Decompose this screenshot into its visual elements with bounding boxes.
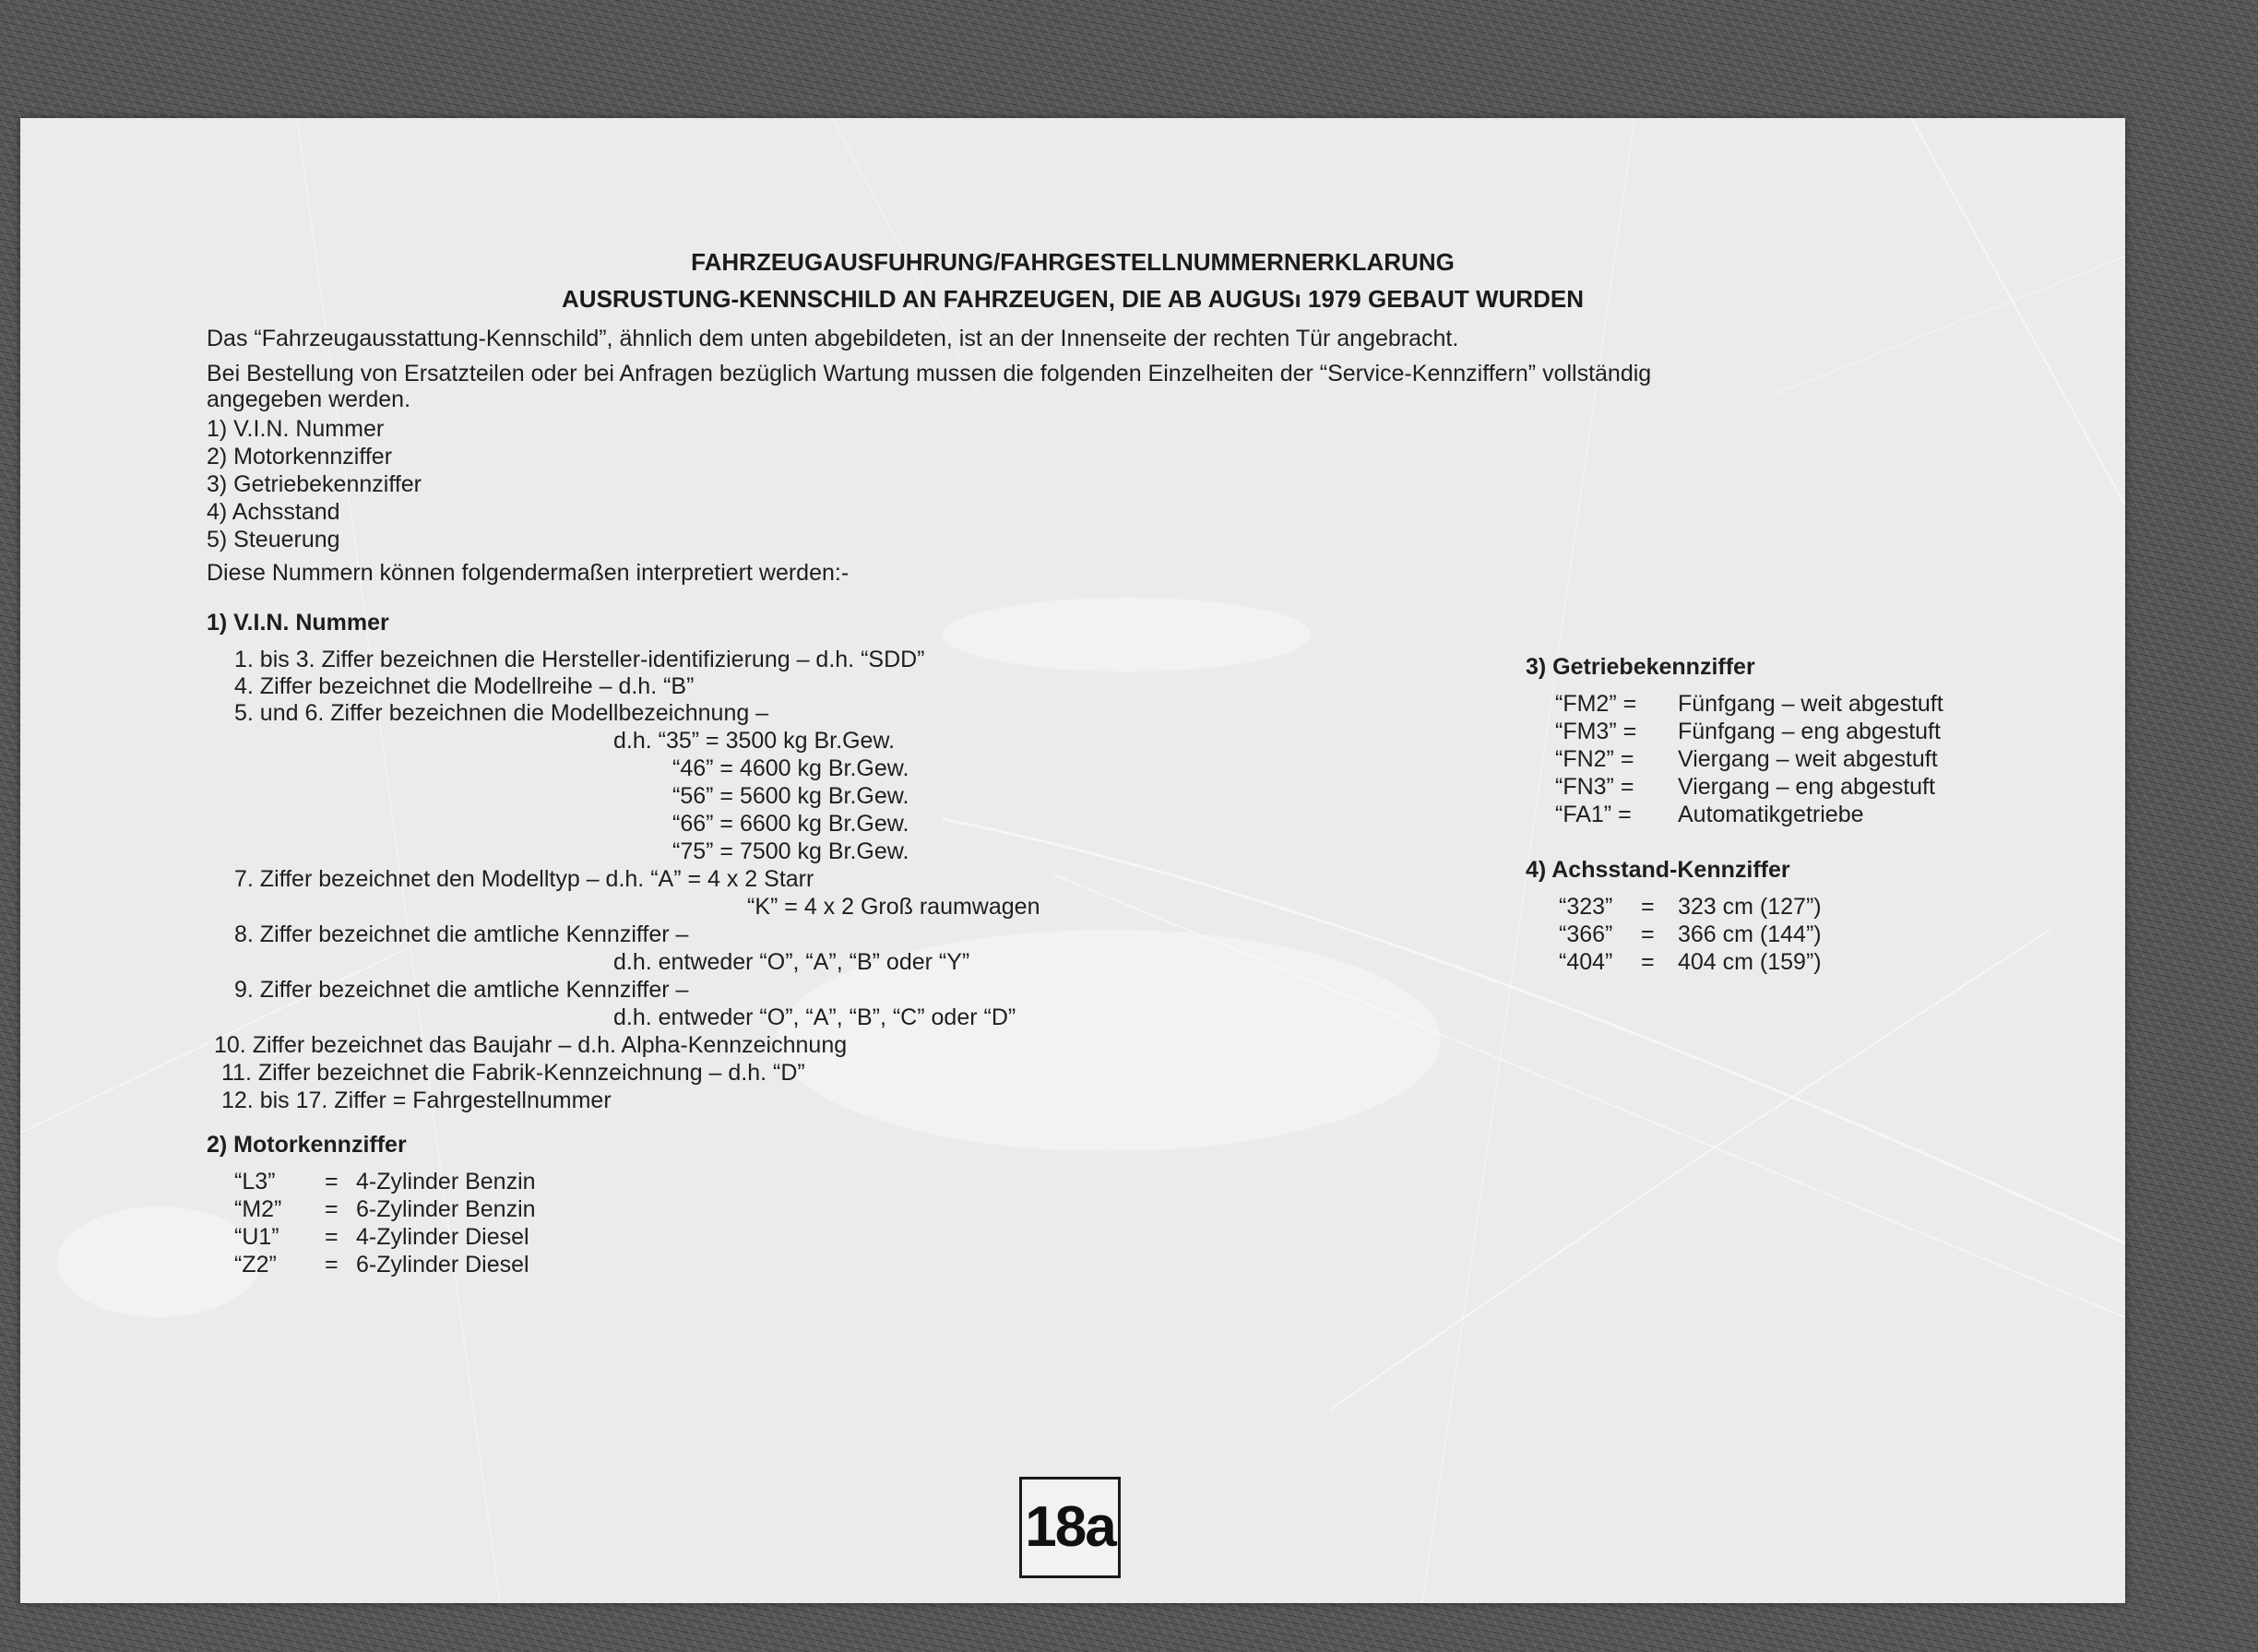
interpretation-intro: Diese Nummern können folgendermaßen interpretiert werden:- (207, 560, 850, 586)
vin-line: 1. bis 3. Ziffer bezeichnen die Hersteller-identifizierung – d.h. “SDD” (234, 647, 925, 672)
motor-section-heading: 2) Motorkennziffer (207, 1132, 407, 1158)
vin-line: d.h. “35” = 3500 kg Br.Gew. (613, 728, 896, 754)
overview-list-item: 2) Motorkennziffer (207, 444, 393, 469)
vin-line: “66” = 6600 kg Br.Gew. (672, 811, 909, 837)
motor-code: “Z2” (234, 1252, 277, 1278)
axle-code: “323” (1559, 894, 1613, 920)
vin-line: 5. und 6. Ziffer bezeichnen die Modellbezeichnung – (234, 700, 769, 726)
motor-equals: = (325, 1224, 339, 1250)
gearbox-section-heading: 3) Getriebekennziffer (1526, 654, 1755, 680)
vin-line: “46” = 4600 kg Br.Gew. (672, 755, 909, 781)
vin-line: 12. bis 17. Ziffer = Fahrgestellnummer (221, 1087, 612, 1113)
axle-equals: = (1641, 949, 1655, 975)
vin-line: 7. Ziffer bezeichnet den Modelltyp – d.h. “A” = 4 x 2 Starr (234, 866, 814, 892)
motor-code: “U1” (234, 1224, 279, 1250)
motor-equals: = (325, 1169, 339, 1194)
axle-description: 323 cm (127”) (1678, 894, 1822, 920)
gearbox-description: Viergang – weit abgestuft (1678, 746, 1938, 772)
axle-description: 404 cm (159”) (1678, 949, 1822, 975)
document-title: FAHRZEUGAUSFUHRUNG/FAHRGESTELLNUMMERNERKLARUNG (691, 248, 1455, 276)
axle-code: “404” (1559, 949, 1613, 975)
gearbox-code: “FA1” = (1555, 802, 1632, 827)
vin-line: 8. Ziffer bezeichnet die amtliche Kennziffer – (234, 921, 689, 947)
overview-list-item: 4) Achsstand (207, 499, 340, 525)
vin-line: “K” = 4 x 2 Groß raumwagen (747, 894, 1040, 920)
motor-equals: = (325, 1196, 339, 1222)
motor-description: 6-Zylinder Diesel (356, 1252, 529, 1278)
page-number-box: 18a (1019, 1477, 1121, 1578)
motor-code: “M2” (234, 1196, 282, 1222)
intro-paragraph-2-line-2: angegeben werden. (207, 386, 411, 412)
intro-paragraph: Das “Fahrzeugausstattung-Kennschild”, ähnlich dem unten abgebildeten, ist an der Innenseite der rechten Tür angebracht. (207, 326, 1459, 351)
vin-line: 11. Ziffer bezeichnet die Fabrik-Kennzeichnung – d.h. “D” (221, 1060, 805, 1086)
vin-line: 4. Ziffer bezeichnet die Modellreihe – d.h. “B” (234, 673, 695, 699)
motor-code: “L3” (234, 1169, 276, 1194)
axle-equals: = (1641, 921, 1655, 947)
gearbox-description: Fünfgang – weit abgestuft (1678, 691, 1943, 717)
vin-line: d.h. entweder “O”, “A”, “B”, “C” oder “D” (613, 1004, 1016, 1030)
document-subtitle: AUSRUSTUNG-KENNSCHILD AN FAHRZEUGEN, DIE AB AUGUSı 1979 GEBAUT WURDEN (562, 285, 1584, 313)
gearbox-code: “FM2” = (1555, 691, 1637, 717)
vin-line: “75” = 7500 kg Br.Gew. (672, 838, 909, 864)
motor-description: 6-Zylinder Benzin (356, 1196, 536, 1222)
vin-line: 10. Ziffer bezeichnet das Baujahr – d.h. Alpha-Kennzeichnung (214, 1032, 848, 1058)
intro-paragraph-2-line-1: Bei Bestellung von Ersatzteilen oder bei Anfragen bezüglich Wartung mussen die folgenden Einzelheiten der “Service-Kennziffern” vollständig (207, 361, 1652, 386)
axle-section-heading: 4) Achsstand-Kennziffer (1526, 857, 1790, 883)
vin-line: “56” = 5600 kg Br.Gew. (672, 783, 909, 809)
vin-line: d.h. entweder “O”, “A”, “B” oder “Y” (613, 949, 970, 975)
gearbox-code: “FN2” = (1555, 746, 1634, 772)
gearbox-description: Fünfgang – eng abgestuft (1678, 719, 1941, 744)
overview-list-item: 1) V.I.N. Nummer (207, 416, 385, 442)
axle-equals: = (1641, 894, 1655, 920)
overview-list-item: 3) Getriebekennziffer (207, 471, 422, 497)
document-page (20, 118, 2125, 1603)
vin-section-heading: 1) V.I.N. Nummer (207, 610, 389, 636)
motor-equals: = (325, 1252, 339, 1278)
gearbox-description: Automatikgetriebe (1678, 802, 1864, 827)
gearbox-code: “FM3” = (1555, 719, 1637, 744)
axle-description: 366 cm (144”) (1678, 921, 1822, 947)
vin-line: 9. Ziffer bezeichnet die amtliche Kennziffer – (234, 977, 689, 1003)
gearbox-code: “FN3” = (1555, 774, 1634, 800)
motor-description: 4-Zylinder Benzin (356, 1169, 536, 1194)
motor-description: 4-Zylinder Diesel (356, 1224, 529, 1250)
gearbox-description: Viergang – eng abgestuft (1678, 774, 1935, 800)
axle-code: “366” (1559, 921, 1613, 947)
overview-list-item: 5) Steuerung (207, 527, 340, 553)
